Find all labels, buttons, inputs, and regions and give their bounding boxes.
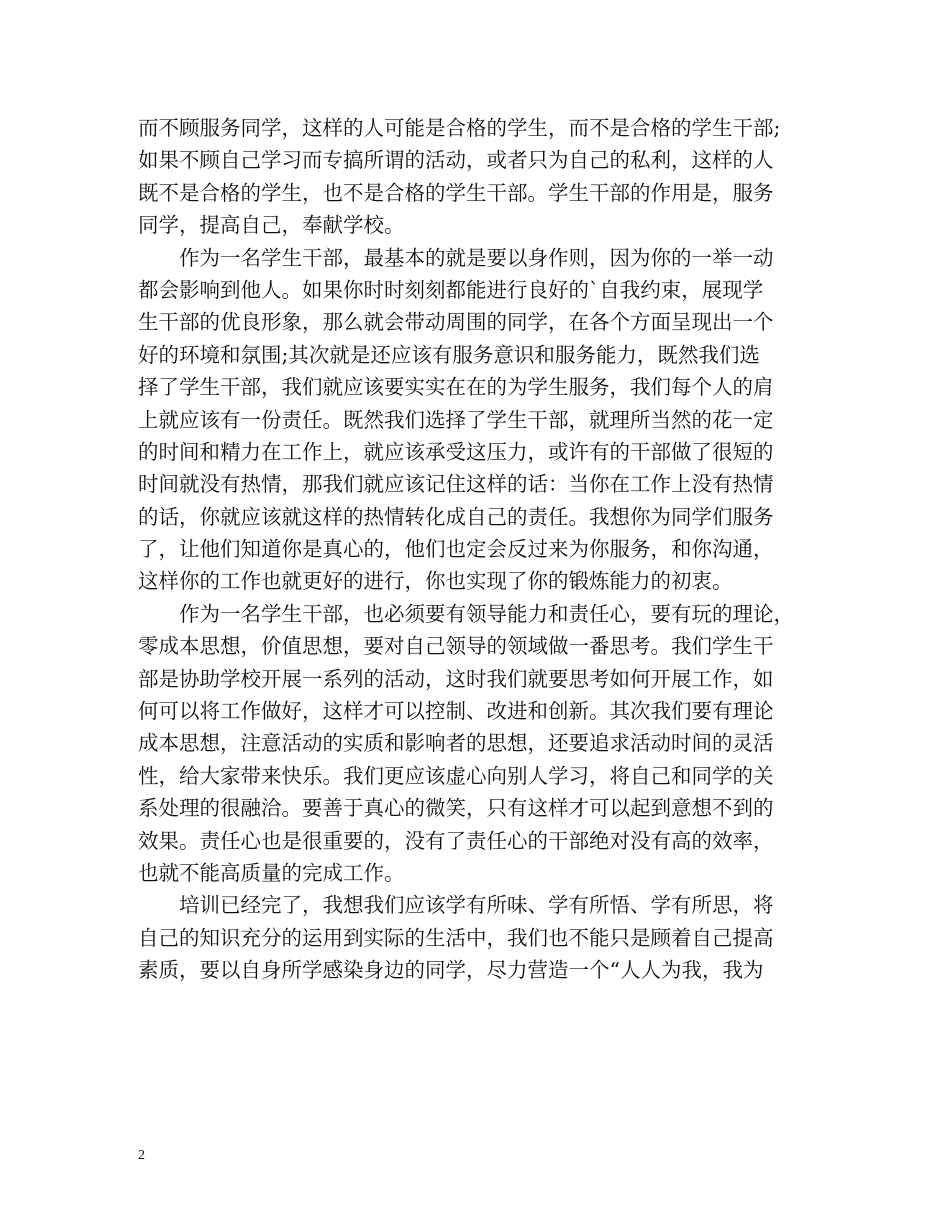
text-line: 部是协助学校开展一系列的活动，这时我们就要思考如何开展工作，如 xyxy=(138,666,774,691)
text-line: 择了学生干部，我们就应该要实实在在的为学生服务，我们每个人的肩 xyxy=(138,375,774,400)
text-line: 这样你的工作也就更好的进行，你也实现了你的锻炼能力的初衷。 xyxy=(138,569,733,594)
text-line: 的话，你就应该就这样的热情转化成自己的责任。我想你为同学们服务 xyxy=(138,504,774,529)
page-number: 2 xyxy=(138,1148,145,1163)
text-line: 自己的知识充分的运用到实际的生活中，我们也不能只是顾着自己提高 xyxy=(138,925,774,950)
text-line: 而不顾服务同学，这样的人可能是合格的学生，而不是合格的学生干部; xyxy=(138,116,781,140)
text-line: 零成本思想，价值思想，要对自己领导的领域做一番思考。我们学生干 xyxy=(138,634,774,659)
text-line: 培训已经完了，我想我们应该学有所味、学有所悟、学有所思，将 xyxy=(179,893,774,918)
text-line: 成本思想，注意活动的实质和影响者的思想，还要追求活动时间的灵活 xyxy=(138,731,774,756)
text-line: 都会影响到他人。如果你时时刻刻都能进行良好的`自我约束，展现学 xyxy=(138,277,764,302)
text-line: 系处理的很融洽。要善于真心的微笑，只有这样才可以起到意想不到的 xyxy=(138,796,774,821)
text-line: 如果不顾自己学习而专搞所谓的活动，或者只为自己的私利，这样的人 xyxy=(138,148,774,173)
text-line: 作为一名学生干部，也必须要有领导能力和责任心，要有玩的理论， xyxy=(179,601,794,626)
text-line: 效果。责任心也是很重要的，没有了责任心的干部绝对没有高的效率， xyxy=(138,828,774,853)
text-line: 好的环境和氛围;其次就是还应该有服务意识和服务能力，既然我们选 xyxy=(138,342,760,367)
text-line: 时间就没有热情，那我们就应该记住这样的话：当你在工作上没有热情 xyxy=(138,472,774,497)
text-line: 既不是合格的学生，也不是合格的学生干部。学生干部的作用是，服务 xyxy=(138,180,774,205)
text-line: 同学，提高自己，奉献学校。 xyxy=(138,213,405,238)
text-line: 也就不能高质量的完成工作。 xyxy=(138,860,405,885)
text-line: 作为一名学生干部，最基本的就是要以身作则，因为你的一举一动 xyxy=(179,245,774,270)
text-line: 了，让他们知道你是真心的，他们也定会反过来为你服务，和你沟通， xyxy=(138,537,774,562)
text-line: 素质，要以自身所学感染身边的同学，尽力营造一个“人人为我，我为 xyxy=(138,958,764,983)
text-line: 何可以将工作做好，这样才可以控制、改进和创新。其次我们要有理论 xyxy=(138,699,774,724)
text-line: 上就应该有一份责任。既然我们选择了学生干部，就理所当然的花一定 xyxy=(138,407,774,432)
text-line: 性，给大家带来快乐。我们更应该虚心向别人学习，将自己和同学的关 xyxy=(138,763,774,788)
text-line: 的时间和精力在工作上，就应该承受这压力，或许有的干部做了很短的 xyxy=(138,439,774,464)
body-text xyxy=(138,112,814,987)
text-line: 生干部的优良形象，那么就会带动周围的同学，在各个方面呈现出一个 xyxy=(138,310,774,335)
